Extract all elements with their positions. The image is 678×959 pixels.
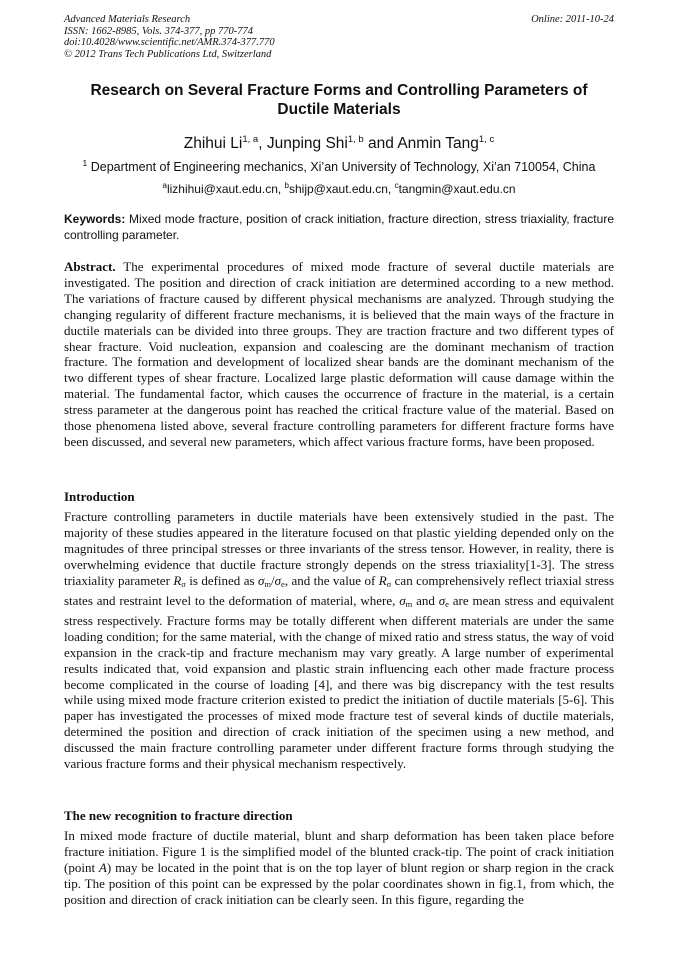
symbol: σ <box>274 572 282 588</box>
author-superscript: 1, a <box>242 134 259 145</box>
text-run: ) may be located in the point that is on the top layer of blunt region or sharp region in the crack tip. The position of this point can be expressed by the polar coordinates shown in fig.1, from which, the position and direction of crack initiation can be clearly seen. In this figure, regarding the <box>64 859 614 907</box>
abstract <box>64 259 614 450</box>
subscript: e <box>445 598 449 609</box>
subscript: σ <box>386 578 392 589</box>
email-superscript: a <box>162 181 167 190</box>
section-paragraph <box>64 828 614 908</box>
journal-header <box>64 14 384 60</box>
subscript: m <box>405 598 413 609</box>
section-heading: The new recognition to fracture direction <box>64 808 293 823</box>
issn-line: ISSN: 1662-8985, Vols. 374-377, pp 770-774 <box>64 25 253 37</box>
text-run: , and the value of <box>284 572 379 588</box>
journal-name: Advanced Materials Research <box>64 14 191 25</box>
subscript: e <box>281 578 285 589</box>
symbol: σ <box>257 572 265 588</box>
author-separator: and <box>363 135 398 152</box>
text-run: and <box>412 592 439 608</box>
author-separator: , <box>258 135 267 152</box>
email-superscript: b <box>284 181 289 190</box>
copyright-line: © 2012 Trans Tech Publications Ltd, Switzerland <box>64 48 272 60</box>
email-link[interactable]: tangmin@xaut.edu.cn <box>398 182 516 196</box>
affiliation-superscript: 1 <box>82 158 88 168</box>
author-list <box>64 130 614 154</box>
introduction-paragraph <box>64 509 614 772</box>
paper-title: Research on Several Fracture Forms and Controlling Parameters of Ductile Materials <box>90 82 588 118</box>
author-name: Anmin Tang <box>397 135 479 152</box>
symbol: σ <box>438 592 446 608</box>
email-link[interactable]: shijp@xaut.edu.cn, <box>289 182 395 196</box>
author-name: Junping Shi <box>266 135 348 152</box>
symbol: R <box>173 572 182 588</box>
keywords-label: Keywords: <box>64 212 126 226</box>
online-date: Online: 2011-10-24 <box>531 14 614 25</box>
author-superscript: 1, c <box>478 134 495 145</box>
doi-line: doi:10.4028/www.scientific.net/AMR.374-377.770 <box>64 37 275 49</box>
text-run: In mixed mode fracture of ductile material, blunt and sharp deformation has been taken place before fracture initiation. Figure 1 is the simplified model of the blunted crack-tip. The point of crack initiation (point <box>64 828 614 875</box>
affiliation-text: Department of Engineering mechanics, Xi’an University of Technology, Xi’an 710054, China <box>87 160 596 174</box>
symbol: A <box>98 859 107 875</box>
subscript: σ <box>181 578 186 589</box>
text-run: can comprehensively reflect triaxial stress states and restraint level to the deformation of material, where, <box>64 572 615 608</box>
text-run: are mean stress and equivalent stress respectively. Fracture forms may be totally different when different materials are under the same loading condition; for the same material, with the change of mixed ratio and stress status, the way of void expansion in the crack-tip and fracture mechanism may vary greatly. A large number of experimental results indicated that, void expansion and plastic strain influencing each other made fracture process become complicated in the course of loading [4], and there was big discrepancy with the test results while using mixed mode fracture criterion existed to predict the initiation of ductile materials [5-6]. This paper has investigated the processes of mixed mode fracture test of several kinds of ductile materials, determined the position and direction of crack initiation of the specimen using a new method, and discussed the main fracture controlling parameter under different fracture forms through studying the various fracture forms and their physical mechanism respectively. <box>64 592 614 772</box>
text-run: / <box>271 572 275 588</box>
introduction-heading: Introduction <box>64 489 135 504</box>
symbol: R <box>378 572 387 588</box>
author-superscript: 1, b <box>347 134 364 145</box>
keywords <box>64 212 614 243</box>
text-run: is defined as <box>185 572 258 588</box>
keywords-text: Mixed mode fracture, position of crack initiation, fracture direction, stress triaxiality, fracture controlling parameter. <box>64 212 614 242</box>
email-link[interactable]: lizhihui@xaut.edu.cn, <box>166 182 285 196</box>
affiliation <box>40 156 638 175</box>
author-name: Zhihui Li <box>183 135 243 152</box>
abstract-text: The experimental procedures of mixed mode fracture of several ductile materials are investigated. The position and direction of crack initiation are determined according to a new method. The variations of fracture caused by different physical mechanisms are analyzed. Through studying the changing regularity of different fracture mechanisms, it is believed that the main ways of the fracture in ductile materials can be divided into three groups. They are traction fracture and two different types of shear fracture. Void nucleation, expansion and coalescing are the dominant mechanism of traction fracture. The formation and development of localized shear bands are the dominant mechanism of the two different types of shear fracture. Localized large plastic deformation will cause damage within the material. The fundamental factor, which causes the occurrence of fracture in the material, is a certain stress parameter at the dangerous point has reached the critical fracture value of the material. Based on those phenomena listed above, several fracture controlling parameters for different fracture forms have been discussed, and several new parameters, which affect various fracture forms, have been proposed. <box>64 259 614 449</box>
email-superscript: c <box>394 181 399 190</box>
subscript: m <box>264 578 271 589</box>
symbol: σ <box>399 592 406 608</box>
author-emails <box>64 178 614 197</box>
abstract-label: Abstract. <box>64 259 116 274</box>
text-run: Fracture controlling parameters in ductile materials have been extensively studied in the past. The majority of these studies appeared in the literature focused on that plastic yielding depended only on the magnitudes of three principal stresses or three invariants of the stress tensor. However, in reality, there is overwhelming evidence that ductile fracture strongly depends on the stress triaxiality[1-3]. The stress triaxiality parameter <box>64 509 614 588</box>
